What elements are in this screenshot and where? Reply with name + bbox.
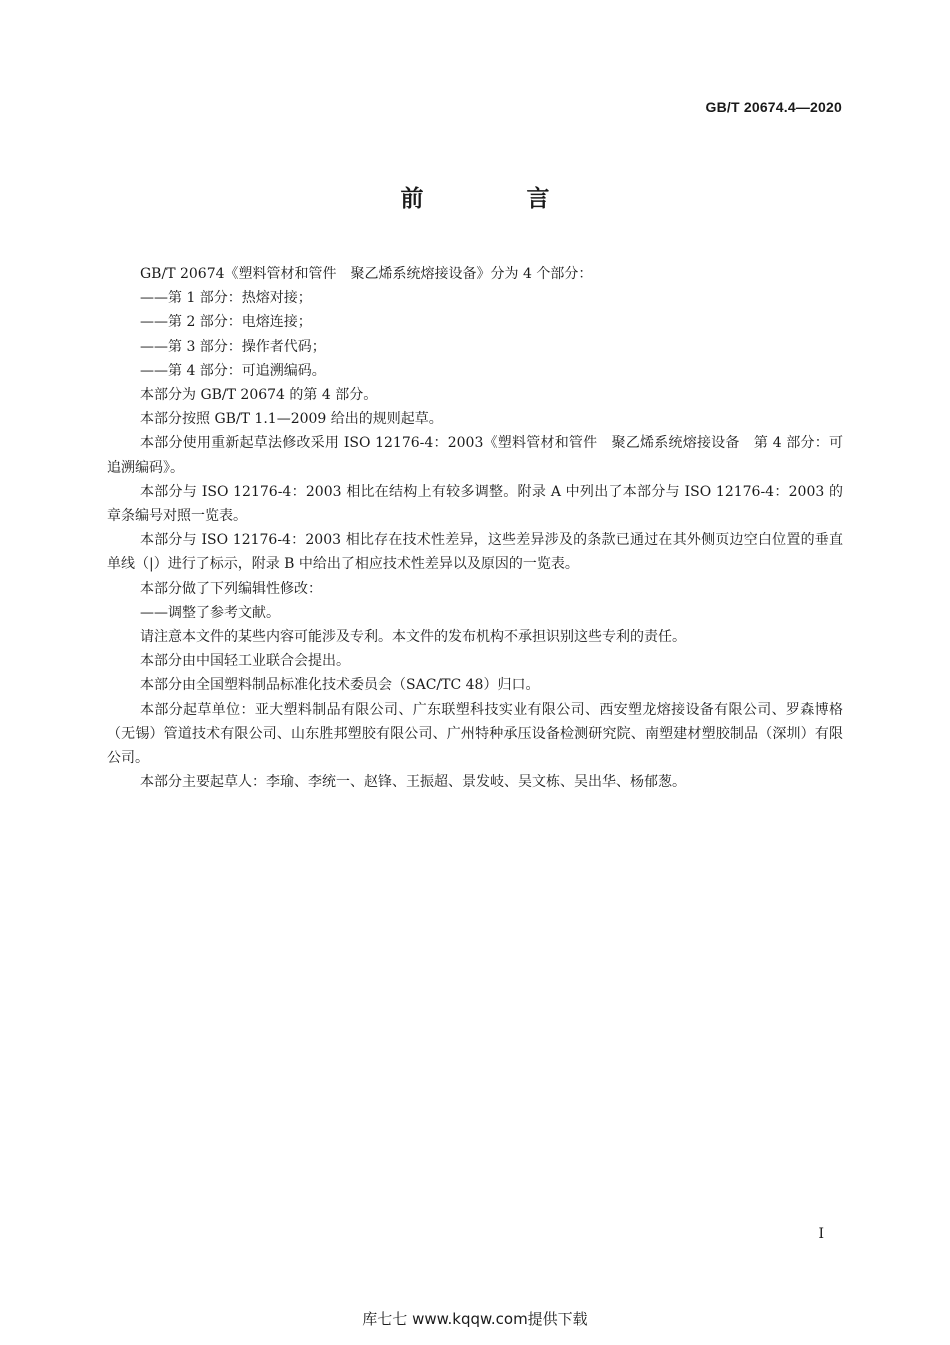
footer-download-note: 库七七 www.kqqw.com提供下载 (362, 1310, 588, 1328)
page-title: 前 言 (400, 186, 590, 212)
list-item-part-3: ——第 3 部分：操作者代码； (140, 338, 326, 355)
list-item-references: ——调整了参考文献。 (140, 604, 280, 621)
list-item-part-1: ——第 1 部分：热熔对接； (140, 290, 312, 307)
document-code: GB/T 20674.4—2020 (705, 99, 842, 115)
list-item-part-4: ——第 4 部分：可追溯编码。 (140, 362, 326, 379)
paragraph-structure-changes: 本部分与 ISO 12176-4：2003 相比在结构上有较多调整。附录 A 中列出了本部分与 ISO 12176-4：2003 的章条编号对照一览表。 (107, 483, 843, 525)
paragraph-technical-committee: 本部分由全国塑料制品标准化技术委员会（SAC/TC 48）归口。 (140, 677, 540, 694)
page-number: I (818, 1226, 824, 1242)
paragraph-editorial-changes: 本部分做了下列编辑性修改： (140, 580, 322, 597)
paragraph-this-part: 本部分为 GB/T 20674 的第 4 部分。 (140, 387, 378, 404)
paragraph-parts-intro: GB/T 20674《塑料管材和管件 聚乙烯系统熔接设备》分为 4 个部分： (140, 266, 593, 282)
paragraph-patent-notice: 请注意本文件的某些内容可能涉及专利。本文件的发布机构不承担识别这些专利的责任。 (140, 629, 686, 646)
paragraph-drafters: 本部分主要起草人：李瑜、李统一、赵锋、王振超、景发岐、吴文栋、吴出华、杨郁葱。 (140, 774, 686, 791)
list-item-part-2: ——第 2 部分：电熔连接； (140, 314, 312, 331)
paragraph-iso-adoption: 本部分使用重新起草法修改采用 ISO 12176-4：2003《塑料管材和管件 聚乙烯系统熔接设备 第 4 部分：可追溯编码》。 (107, 435, 843, 476)
paragraph-technical-differences: 本部分与 ISO 12176-4：2003 相比存在技术性差异，这些差异涉及的条款已通过在其外侧页边空白位置的垂直单线（|）进行了标示，附录 B 中给出了相应技术性差异以及原因的一览表。 (107, 532, 843, 573)
paragraph-proposed-by: 本部分由中国轻工业联合会提出。 (140, 653, 350, 670)
paragraph-drafting-units: 本部分起草单位：亚大塑料制品有限公司、广东联塑科技实业有限公司、西安塑龙熔接设备有限公司、罗森博格（无锡）管道技术有限公司、山东胜邦塑胶有限公司、广州特种承压设备检测研究院、南塑建材塑胶制品（深圳）有限公司。 (107, 701, 843, 767)
paragraph-drafting-rules: 本部分按照 GB/T 1.1—2009 给出的规则起草。 (140, 411, 443, 428)
foreword-body (107, 262, 843, 794)
